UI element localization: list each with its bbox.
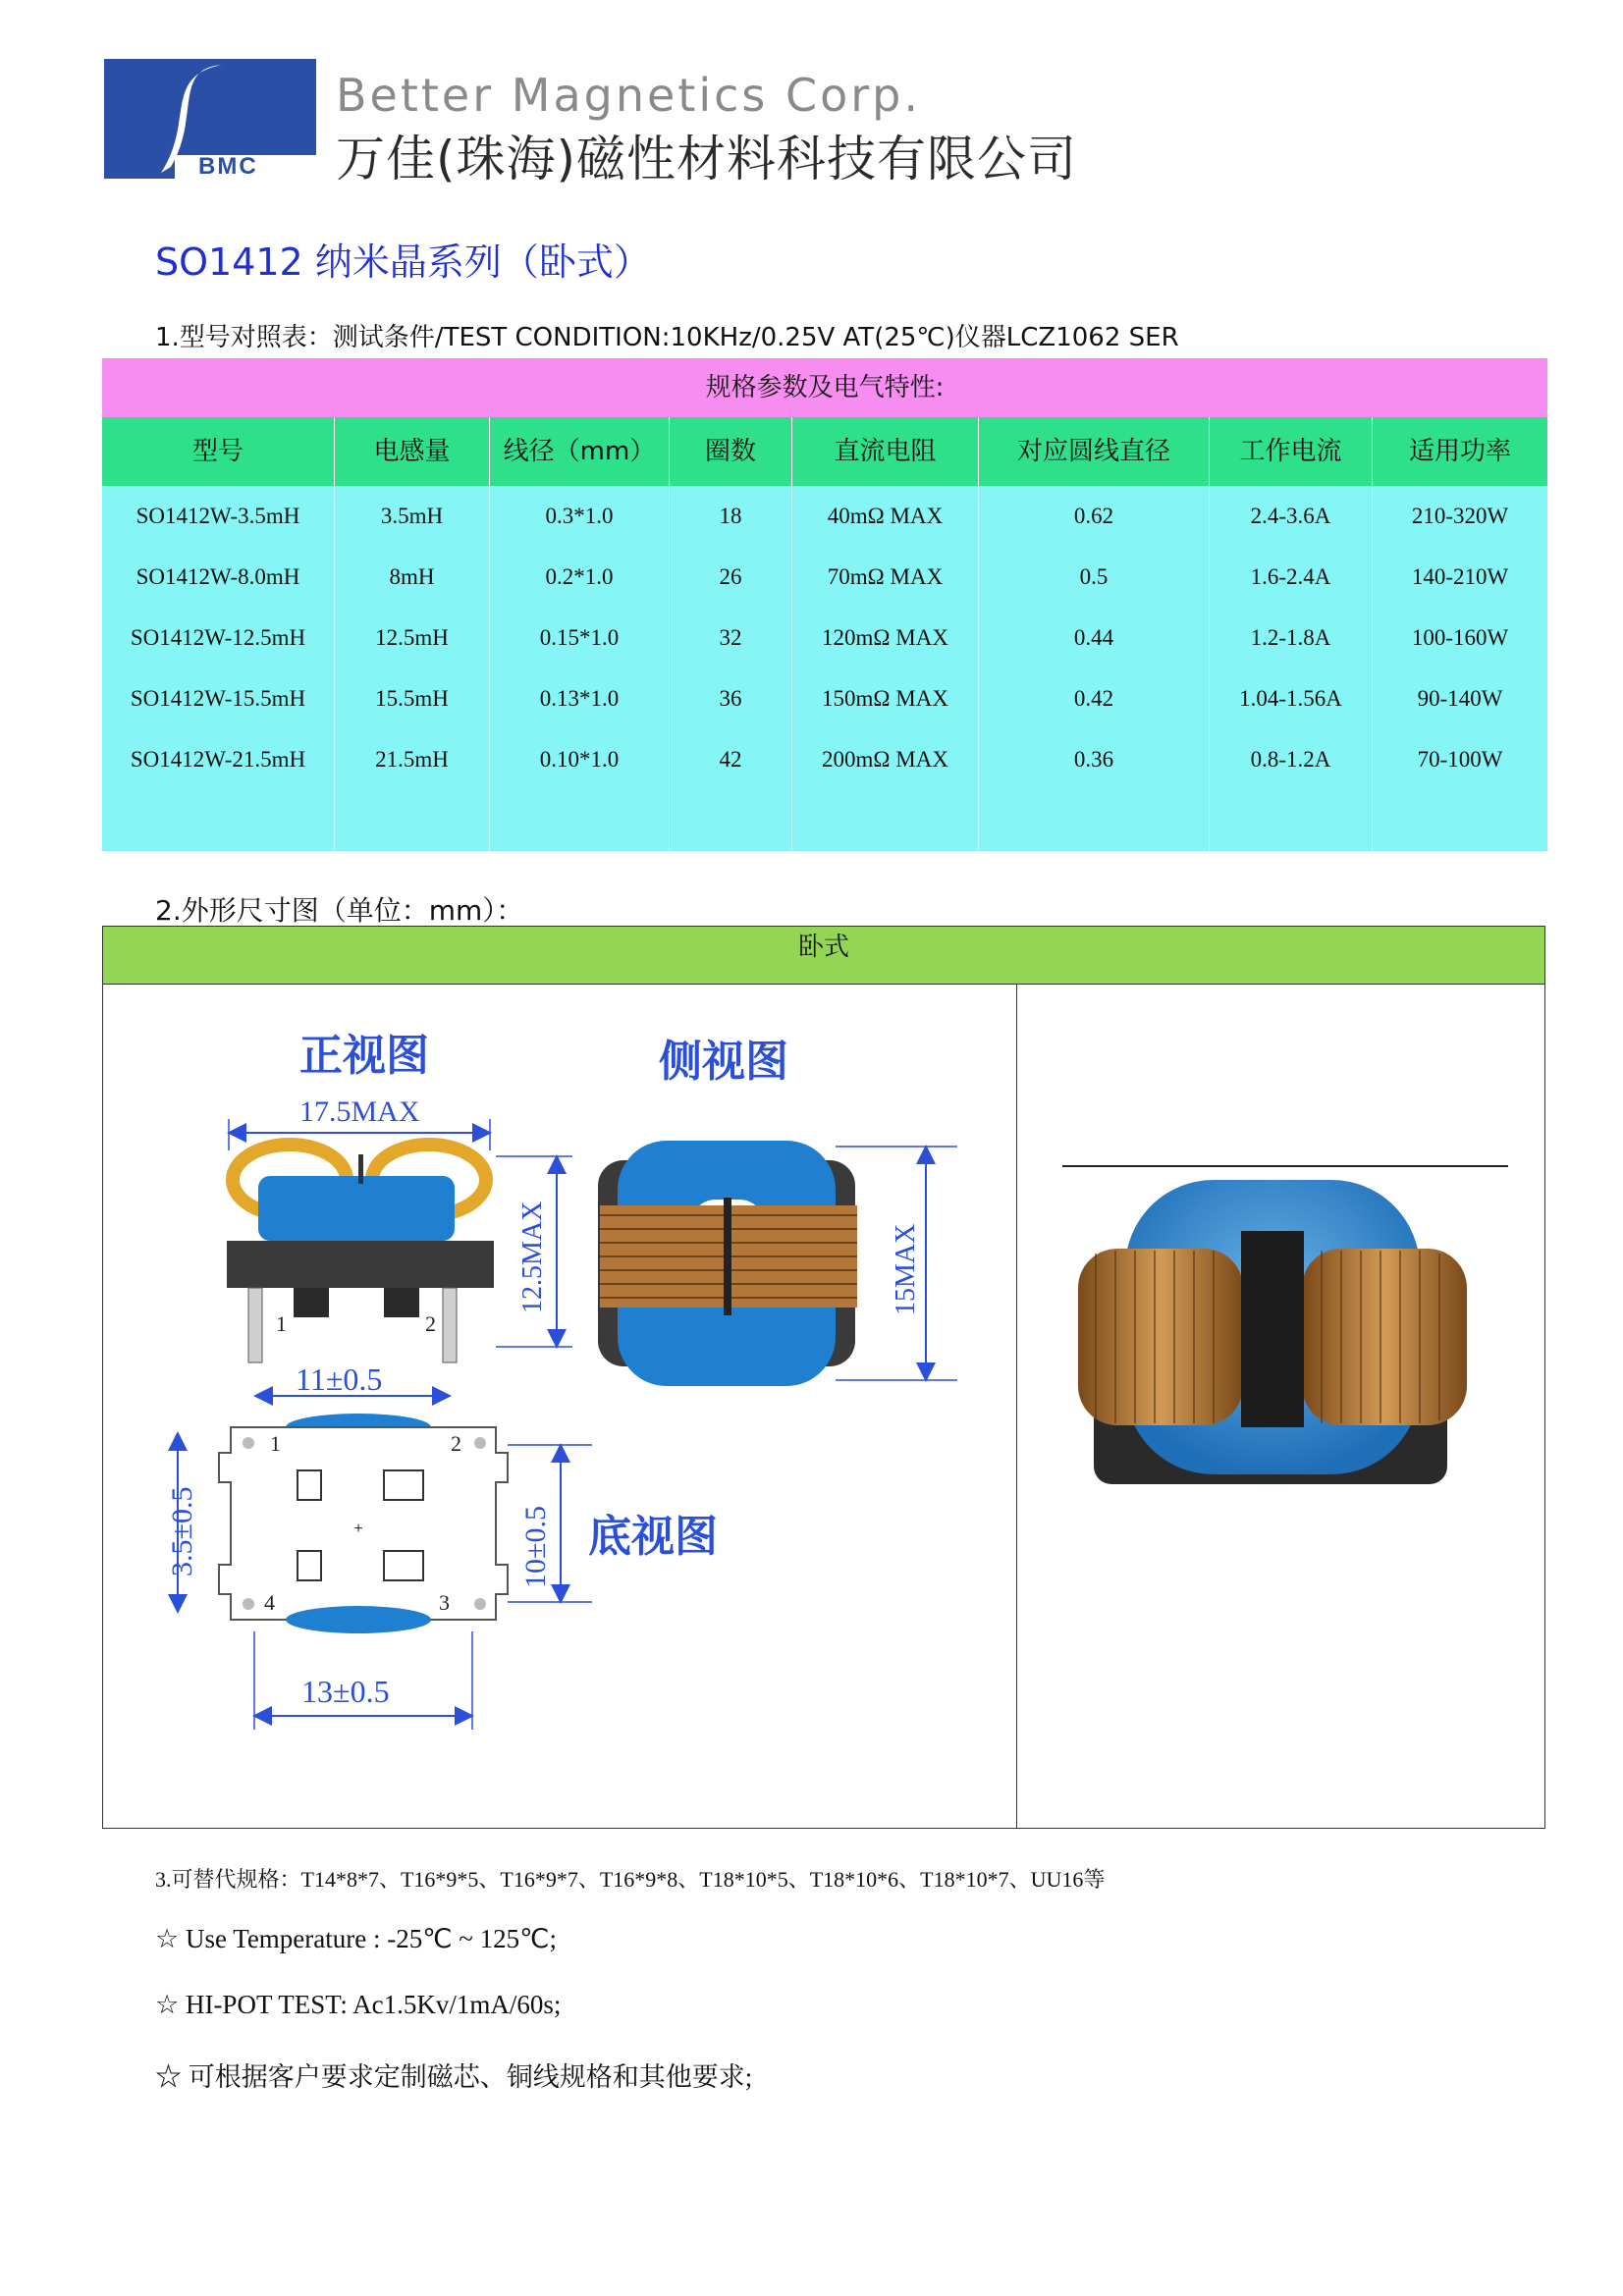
table-cell: SO1412W-21.5mH (102, 729, 335, 790)
column-header: 型号 (102, 417, 335, 486)
table-cell (1210, 790, 1373, 851)
table-cell (490, 790, 670, 851)
hipot-note: ☆ HI-POT TEST: Ac1.5Kv/1mA/60s; (155, 1990, 562, 2019)
page-title: SO1412 纳米晶系列（卧式） (155, 240, 651, 284)
dim-bottom-height-label: 10±0.5 (519, 1506, 552, 1588)
table-cell: 18 (670, 486, 792, 547)
table-cell: 15.5mH (335, 668, 490, 729)
table-cell: 0.8-1.2A (1210, 729, 1373, 790)
table-cell: 100-160W (1411, 625, 1509, 650)
table-cell: 200mΩ MAX (792, 729, 979, 790)
table-row (102, 729, 1547, 790)
section2-heading: 2.外形尺寸图（单位：mm）： (155, 894, 524, 927)
table-cell: SO1412W-8.0mH (102, 547, 335, 608)
product-photo-panel (1017, 984, 1544, 1828)
spec-table-body (102, 486, 1547, 851)
company-logo (104, 59, 316, 179)
spec-table-header: 规格参数及电气特性: (102, 358, 1547, 417)
product-photo (1017, 984, 1544, 1828)
table-cell: 70mΩ MAX (792, 547, 979, 608)
table-cell (1373, 790, 1547, 851)
spec-table (102, 358, 1547, 851)
table-row (102, 486, 1547, 547)
spec-table-columns (102, 417, 1547, 486)
table-cell: 0.2*1.0 (490, 547, 670, 608)
dimension-panel (102, 926, 1545, 1829)
table-cell (335, 790, 490, 851)
table-cell (670, 790, 792, 851)
column-header: 电感量 (335, 417, 490, 486)
table-cell: 120mΩ MAX (792, 608, 979, 668)
custom-note: ☆ 可根据客户要求定制磁芯、铜线规格和其他要求; (155, 2062, 753, 2092)
table-cell: 1.04-1.56A (1210, 668, 1373, 729)
dim-left-label: 3.5±0.5 (166, 1486, 198, 1576)
column-header: 对应圆线直径 (979, 417, 1210, 486)
bottom-pin3: 3 (439, 1590, 450, 1615)
section1-heading: 1.型号对照表：测试条件/TEST CONDITION:10KHz/0.25V AT(25℃)仪器LCZ1062 SER (155, 323, 1179, 352)
table-cell (102, 790, 335, 851)
table-cell: 0.44 (979, 608, 1210, 668)
table-cell: 21.5mH (335, 729, 490, 790)
table-cell: 0.62 (979, 486, 1210, 547)
table-cell (792, 790, 979, 851)
dim-height-label: 12.5MAX (517, 1201, 548, 1313)
table-cell: 26 (670, 547, 792, 608)
company-name-cn: 万佳(珠海)磁性材料科技有限公司 (336, 131, 1078, 187)
table-cell: 140-210W (1411, 564, 1509, 589)
temperature-note: ☆ Use Temperature : -25℃ ~ 125℃; (155, 1924, 557, 1953)
table-cell: 32 (670, 608, 792, 668)
logo-text: BMC (198, 153, 258, 179)
table-cell (979, 790, 1210, 851)
table-cell: 0.5 (979, 547, 1210, 608)
table-cell: 12.5mH (335, 608, 490, 668)
bottom-pin4: 4 (264, 1590, 275, 1615)
dim-bottom-width-label: 13±0.5 (301, 1674, 390, 1709)
table-cell: SO1412W-15.5mH (102, 668, 335, 729)
table-cell: 42 (670, 729, 792, 790)
column-header: 工作电流 (1210, 417, 1373, 486)
table-cell: 0.36 (979, 729, 1210, 790)
table-cell: 1.2-1.8A (1210, 608, 1373, 668)
table-cell: 2.4-3.6A (1210, 486, 1373, 547)
side-view-title: 侧视图 (659, 1037, 788, 1087)
dim-side-label: 15MAX (891, 1223, 921, 1315)
pin2-label: 2 (425, 1311, 436, 1336)
table-row (102, 547, 1547, 608)
table-cell: 0.10*1.0 (490, 729, 670, 790)
table-cell: 0.42 (979, 668, 1210, 729)
table-cell: SO1412W-12.5mH (102, 608, 335, 668)
front-view (227, 1031, 572, 1397)
table-cell: 8mH (335, 547, 490, 608)
svg-text:+: + (353, 1521, 363, 1537)
dimension-drawing (103, 984, 1017, 1828)
table-cell: 90-140W (1417, 686, 1503, 711)
column-header: 直流电阻 (792, 417, 979, 486)
table-row-empty (102, 790, 1547, 851)
column-header: 适用功率 (1408, 437, 1511, 466)
bottom-pin2: 2 (451, 1431, 461, 1456)
bottom-view (166, 1414, 718, 1730)
column-header: 圈数 (670, 417, 792, 486)
table-cell: 3.5mH (335, 486, 490, 547)
substitutes-note: 3.可替代规格：T14*8*7、T16*9*5、T16*9*7、T16*9*8、T18*10*5、T18*10*6、T18*10*7、UU16等 (155, 1867, 1106, 1892)
table-cell: 1.6-2.4A (1210, 547, 1373, 608)
table-cell: 70-100W (1417, 747, 1503, 772)
table-cell: SO1412W-3.5mH (102, 486, 335, 547)
table-row (102, 608, 1547, 668)
table-cell: 150mΩ MAX (792, 668, 979, 729)
table-row (102, 668, 1547, 729)
bottom-pin1: 1 (270, 1431, 281, 1456)
column-header: 线径（mm） (490, 417, 670, 486)
dim-pin-pitch-label: 11±0.5 (296, 1362, 383, 1397)
table-cell: 40mΩ MAX (792, 486, 979, 547)
dimension-panel-header: 卧式 (103, 927, 1544, 985)
bottom-view-title: 底视图 (588, 1512, 718, 1562)
table-cell: 0.15*1.0 (490, 608, 670, 668)
pin1-label: 1 (276, 1311, 287, 1336)
side-view (598, 1037, 957, 1386)
table-cell: 210-320W (1411, 504, 1509, 528)
table-cell: 0.13*1.0 (490, 668, 670, 729)
table-cell: 0.3*1.0 (490, 486, 670, 547)
front-view-title: 正视图 (299, 1031, 429, 1081)
dim-width-label: 17.5MAX (299, 1095, 420, 1128)
company-name-en: Better Magnetics Corp. (336, 69, 921, 122)
table-cell: 36 (670, 668, 792, 729)
